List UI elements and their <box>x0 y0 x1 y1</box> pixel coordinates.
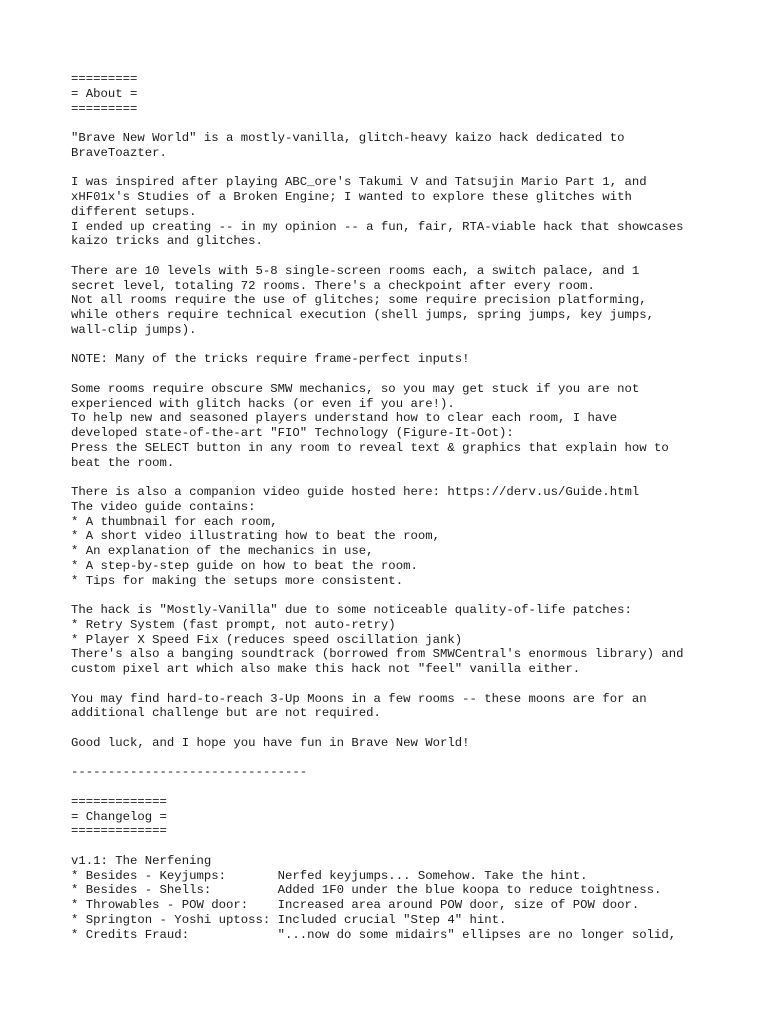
text-line: There are 10 levels with 5-8 single-screen rooms each, a switch palace, and 1 <box>71 263 640 278</box>
text-line: Not all rooms require the use of glitches; some require precision platforming, <box>71 293 647 308</box>
text-line: There is also a companion video guide hosted here: https://derv.us/Guide.html <box>71 485 640 499</box>
text-line: = About = <box>71 86 138 101</box>
text-line: There's also a banging soundtrack (borrowed from SMWCentral's enormous library) and <box>71 647 684 662</box>
text-line: ============= <box>71 824 167 839</box>
text-line: different setups. <box>71 204 197 219</box>
text-line: You may find hard-to-reach 3-Up Moons in a few rooms -- these moons are for an <box>71 691 647 706</box>
text-line: I was inspired after playing ABC_ore's Takumi V and Tatsujin Mario Part 1, and <box>71 175 647 190</box>
text-line: Some rooms require obscure SMW mechanics, so you may get stuck if you are not <box>71 381 640 396</box>
text-line: * A step-by-step guide on how to beat the room. <box>71 558 418 573</box>
text-line: beat the room. <box>71 455 175 470</box>
text-line: * An explanation of the mechanics in use, <box>71 544 374 558</box>
text-line: "Brave New World" is a mostly-vanilla, glitch-heavy kaizo hack dedicated to <box>71 131 625 145</box>
text-line <box>71 721 684 736</box>
text-line: * Player X Speed Fix (reduces speed oscillation jank) <box>71 632 463 647</box>
text-line <box>71 677 684 692</box>
text-line: * Credits Fraud: "...now do some midairs" ellipses are no longer solid, <box>71 927 677 942</box>
text-line: * Throwables - POW door: Increased area around POW door, size of POW door. <box>71 898 640 912</box>
text-line: while others require technical execution (shell jumps, spring jumps, key jumps, <box>71 308 654 322</box>
text-line: Good luck, and I hope you have fun in Brave New World! <box>71 735 470 750</box>
text-line: experienced with glitch hacks (or even if you are!). <box>71 396 455 411</box>
readme-text <box>71 72 684 942</box>
text-line <box>71 839 684 854</box>
text-line: I ended up creating -- in my opinion -- a fun, fair, RTA-viable hack that showcases <box>71 219 684 234</box>
text-line: * Besides - Keyjumps: Nerfed keyjumps... Somehow. Take the hint. <box>71 868 588 883</box>
text-line: To help new and seasoned players understand how to clear each room, I have <box>71 411 618 426</box>
text-line: BraveToazter. <box>71 145 167 160</box>
text-line: additional challenge but are not required. <box>71 706 381 721</box>
text-line: xHF01x's Studies of a Broken Engine; I wanted to explore these glitches with <box>71 190 632 204</box>
text-line <box>71 367 684 382</box>
text-line: custom pixel art which also make this hack not "feel" vanilla either. <box>71 662 581 676</box>
text-line: The video guide contains: <box>71 499 256 514</box>
text-line <box>71 338 684 353</box>
text-line: ========= <box>71 72 138 86</box>
text-line: NOTE: Many of the tricks require frame-perfect inputs! <box>71 352 470 367</box>
text-line: * A short video illustrating how to beat the room, <box>71 529 440 544</box>
text-line: kaizo tricks and glitches. <box>71 234 263 249</box>
text-line: ============= <box>71 794 167 809</box>
text-line <box>71 249 684 264</box>
text-line <box>71 780 684 795</box>
text-line: v1.1: The Nerfening <box>71 853 212 868</box>
text-line <box>71 470 684 485</box>
text-line <box>71 751 684 766</box>
text-line: = Changelog = <box>71 809 167 824</box>
text-line: Press the SELECT button in any room to reveal text & graphics that explain how to <box>71 440 669 455</box>
text-line: secret level, totaling 72 rooms. There's a checkpoint after every room. <box>71 278 595 293</box>
text-line: * Besides - Shells: Added 1F0 under the blue koopa to reduce toightness. <box>71 883 662 898</box>
text-line: The hack is "Mostly-Vanilla" due to some noticeable quality-of-life patches: <box>71 603 632 617</box>
text-line <box>71 161 684 176</box>
text-line <box>71 116 684 131</box>
text-line: wall-clip jumps). <box>71 322 197 337</box>
text-line: * Springton - Yoshi uptoss: Included crucial "Step 4" hint. <box>71 912 507 927</box>
text-line: * Tips for making the setups more consistent. <box>71 573 404 588</box>
text-line: ========= <box>71 101 138 116</box>
text-line: developed state-of-the-art "FIO" Technology (Figure-It-Oot): <box>71 426 514 440</box>
text-line: -------------------------------- <box>71 765 308 780</box>
text-line <box>71 588 684 603</box>
text-line: * Retry System (fast prompt, not auto-retry) <box>71 617 396 632</box>
text-line: * A thumbnail for each room, <box>71 514 278 529</box>
